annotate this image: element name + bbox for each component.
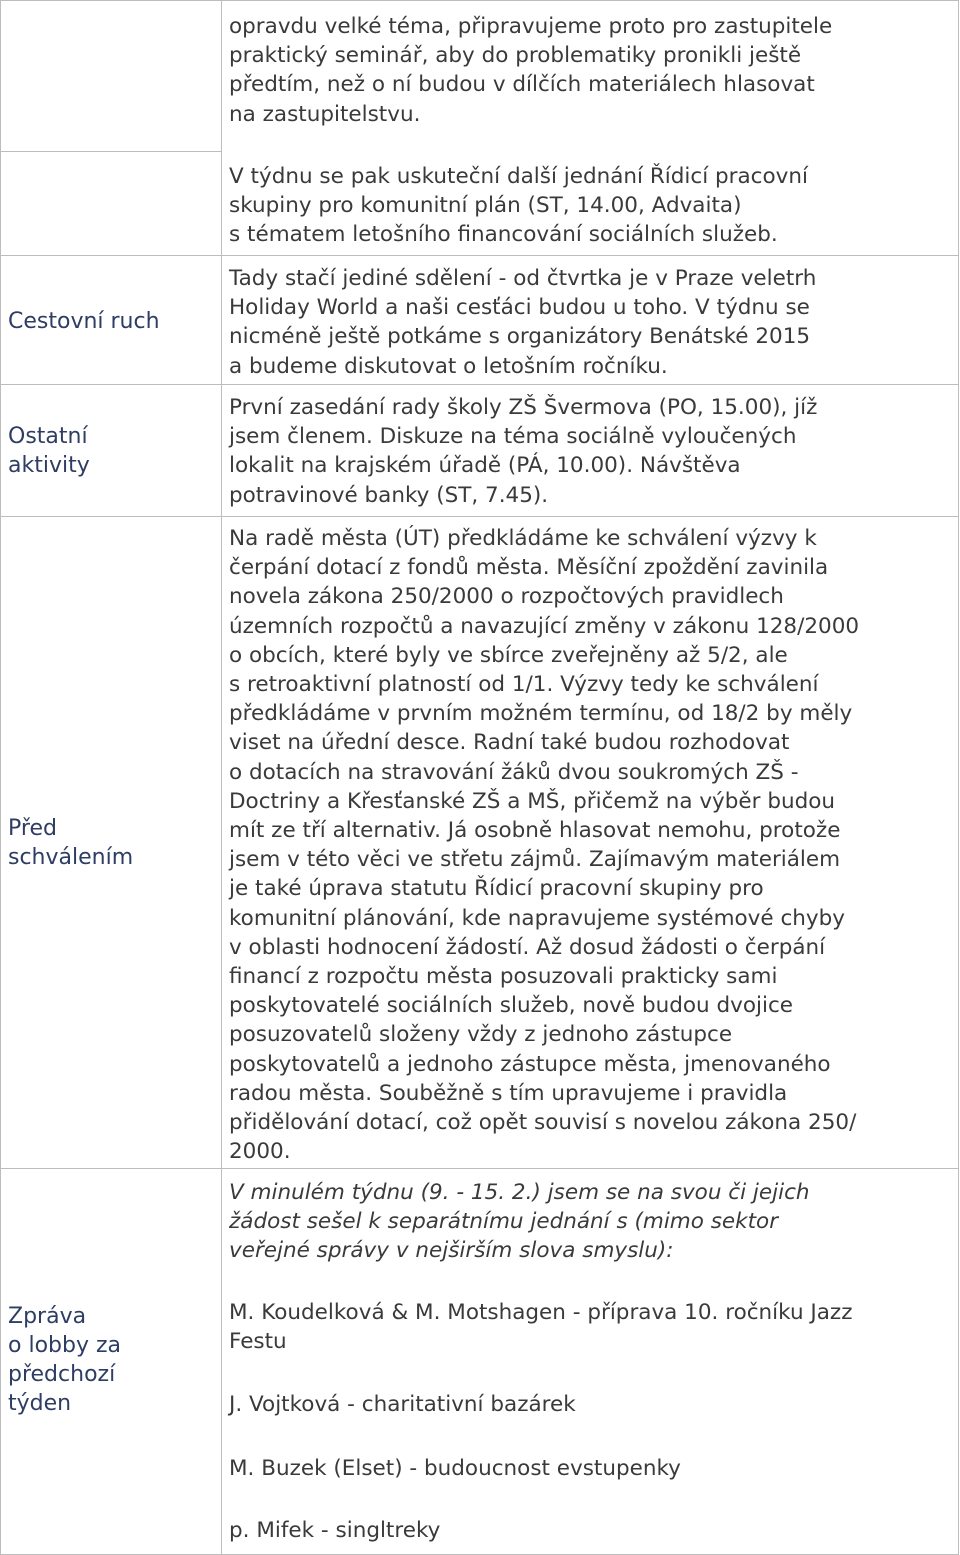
label-line: Zpráva bbox=[8, 1304, 87, 1329]
text-line: žádost sešel k separátnímu jednání s (mimo sektor bbox=[229, 1209, 779, 1235]
text-line: viset na úřední desce. Radní také budou rozhodovat bbox=[229, 730, 790, 756]
lobby-entry bbox=[229, 1390, 576, 1419]
komunitni-plan-paragraph bbox=[229, 162, 949, 250]
text-line: je také úprava statutu Řídicí pracovní skupiny pro bbox=[229, 876, 764, 902]
label-line: schválením bbox=[8, 845, 134, 870]
text-line: s tématem letošního financování sociálních služeb. bbox=[229, 222, 778, 248]
text-line: M. Koudelková & M. Motshagen - příprava 10. ročníku Jazz bbox=[229, 1300, 853, 1325]
text-line: M. Buzek (Elset) - budoucnost evstupenky bbox=[229, 1456, 681, 1481]
row-divider bbox=[0, 1168, 959, 1169]
label-line: Ostatní bbox=[8, 424, 88, 449]
text-line: novela zákona 250/2000 o rozpočtových pravidlech bbox=[229, 584, 784, 610]
text-line: poskytovatelé sociálních služeb, nově budou dvojice bbox=[229, 993, 794, 1019]
text-line: přidělování dotací, což opět souvisí s novelou zákona 250/ bbox=[229, 1110, 857, 1136]
row-label-pred-schvalenim bbox=[8, 814, 213, 872]
text-line: praktický seminář, aby do problematiky pronikli ještě bbox=[229, 43, 802, 69]
text-line: s retroaktivní platností od 1/1. Výzvy tedy ke schválení bbox=[229, 672, 819, 698]
text-line: předtím, než o ní budou v dílčích materiálech hlasovat bbox=[229, 72, 815, 98]
text-line: předkládáme v prvním možném termínu, od 18/2 by měly bbox=[229, 701, 853, 727]
row-label-cestovni-ruch: Cestovní ruch bbox=[8, 309, 160, 334]
row-divider bbox=[0, 151, 222, 152]
text-line: na zastupitelstvu. bbox=[229, 101, 421, 127]
row-divider bbox=[0, 0, 959, 1]
text-line: p. Mifek - singltreky bbox=[229, 1518, 441, 1543]
row-divider bbox=[0, 516, 959, 517]
text-line: poskytovatelů a jednoho zástupce města, jmenovaného bbox=[229, 1051, 831, 1077]
table-border-left bbox=[0, 0, 1, 1555]
text-line: nicméně ještě potkáme s organizátory Benátské 2015 bbox=[229, 324, 811, 350]
text-line: 2000. bbox=[229, 1139, 291, 1165]
text-line: radou města. Souběžně s tím upravujeme i pravidla bbox=[229, 1080, 788, 1106]
text-line: územních rozpočtů a navazující změny v zákonu 128/2000 bbox=[229, 613, 860, 639]
row-label-zprava-o-lobby bbox=[8, 1302, 213, 1418]
cestovni-ruch-paragraph bbox=[229, 264, 949, 381]
text-line: posuzovatelů složeny vždy z jednoho zástupce bbox=[229, 1022, 733, 1048]
row-label-ostatni-aktivity bbox=[8, 422, 213, 480]
label-line: týden bbox=[8, 1391, 72, 1416]
text-line: Festu bbox=[229, 1329, 287, 1355]
text-line: o obcích, které byly ve sbírce zveřejněny až 5/2, ale bbox=[229, 642, 788, 668]
ostatni-aktivity-paragraph bbox=[229, 393, 949, 510]
text-line: mít ze tří alternativ. Já osobně hlasovat nemohu, protože bbox=[229, 818, 841, 844]
text-line: V týdnu se pak uskuteční další jednání Řídicí pracovní bbox=[229, 164, 808, 189]
text-line: Doctriny a Křesťanské ZŠ a MŠ, přičemž na výběr budou bbox=[229, 788, 836, 814]
text-line: jsem v této věci ve střetu zájmů. Zajímavým materiálem bbox=[229, 847, 841, 873]
text-line: veřejné správy v nejširším slova smyslu): bbox=[229, 1238, 674, 1264]
label-line: předchozí bbox=[8, 1362, 116, 1387]
lobby-entry bbox=[229, 1516, 440, 1545]
text-line: J. Vojtková - charitativní bazárek bbox=[229, 1392, 576, 1417]
intro-paragraph bbox=[229, 12, 949, 129]
text-line: financí z rozpočtu města posuzovali prakticky sami bbox=[229, 964, 778, 990]
lobby-intro-paragraph bbox=[229, 1178, 949, 1266]
text-line: Na radě města (ÚT) předkládáme ke schválení výzvy k bbox=[229, 526, 817, 551]
row-divider bbox=[0, 255, 959, 256]
text-line: V minulém týdnu (9. - 15. 2.) jsem se na svou či jejich bbox=[229, 1180, 810, 1205]
text-line: Tady stačí jediné sdělení - od čtvrtka je v Praze veletrh bbox=[229, 266, 817, 291]
pred-schvalenim-paragraph bbox=[229, 524, 949, 1166]
label-line: aktivity bbox=[8, 453, 90, 478]
row-divider bbox=[0, 384, 959, 385]
label-line: o lobby za bbox=[8, 1333, 121, 1358]
column-divider bbox=[221, 0, 222, 1555]
text-line: a budeme diskutovat o letošním ročníku. bbox=[229, 353, 668, 379]
text-line: skupiny pro komunitní plán (ST, 14.00, Advaita) bbox=[229, 193, 742, 219]
text-line: První zasedání rady školy ZŠ Švermova (PO, 15.00), jíž bbox=[229, 395, 818, 420]
text-line: lokalit na krajském úřadě (PÁ, 10.00). Návštěva bbox=[229, 453, 741, 479]
label-line: Před bbox=[8, 816, 57, 841]
text-line: opravdu velké téma, připravujeme proto pro zastupitele bbox=[229, 14, 833, 39]
lobby-entry bbox=[229, 1298, 853, 1356]
text-line: o dotacích na stravování žáků dvou soukromých ZŠ - bbox=[229, 759, 799, 785]
text-line: Holiday World a naši cesťáci budou u toho. V týdnu se bbox=[229, 295, 810, 321]
text-line: v oblasti hodnocení žádostí. Až dosud žádosti o čerpání bbox=[229, 934, 826, 960]
text-line: potravinové banky (ST, 7.45). bbox=[229, 482, 549, 508]
table-border-right bbox=[958, 0, 959, 1555]
text-line: komunitní plánování, kde napravujeme systémové chyby bbox=[229, 905, 846, 931]
lobby-entry bbox=[229, 1454, 681, 1483]
text-line: jsem členem. Diskuze na téma sociálně vyloučených bbox=[229, 424, 797, 450]
text-line: čerpání dotací z fondů města. Měsíční zpoždění zavinila bbox=[229, 555, 829, 581]
